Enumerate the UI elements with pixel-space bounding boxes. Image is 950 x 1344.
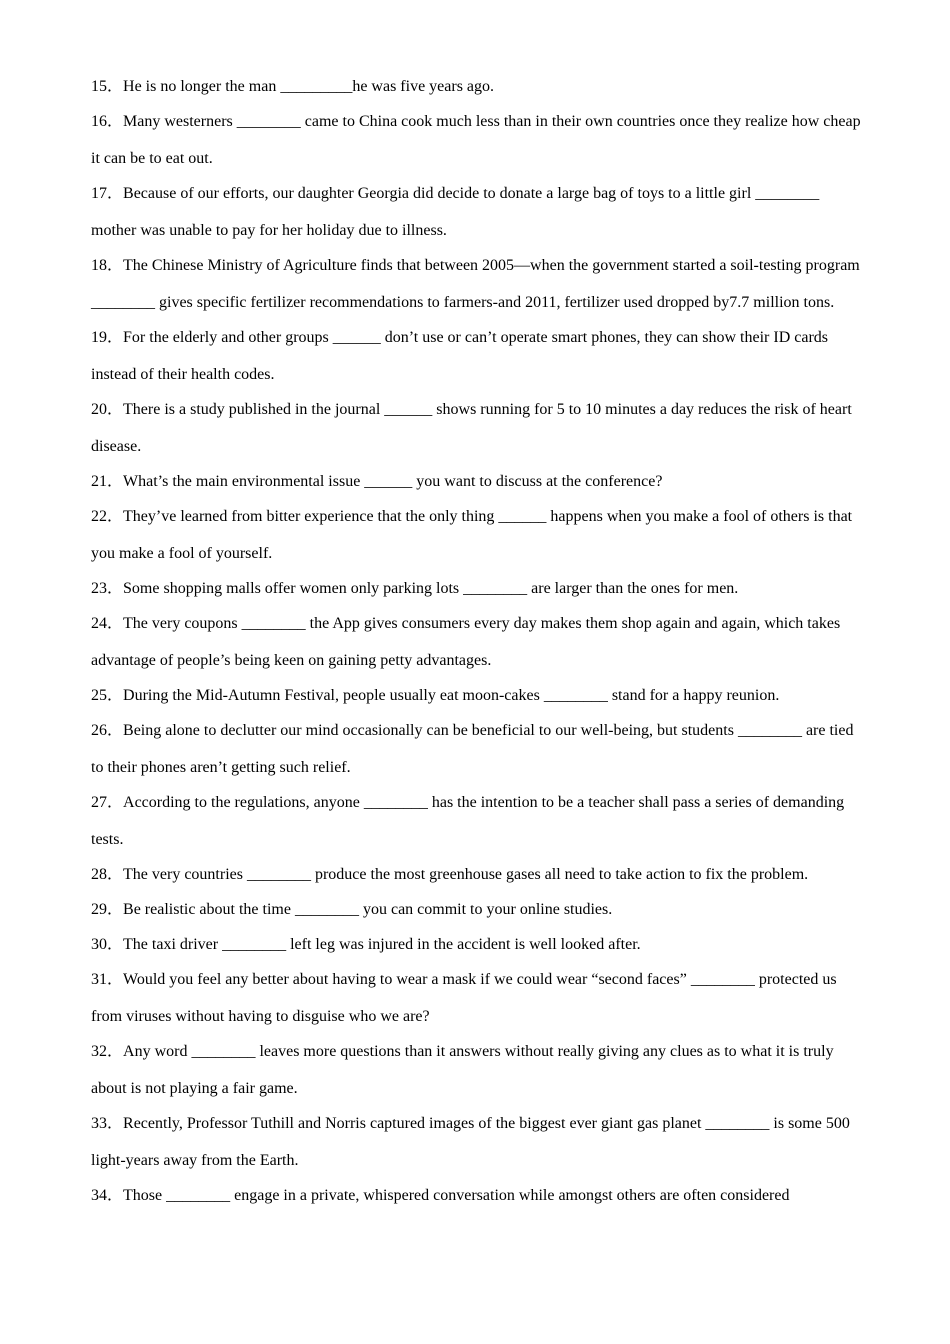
question-18 [91,247,863,321]
question-text: The taxi driver ________ left leg was injured in the accident is well looked after. [123,936,641,953]
question-text: Because of our efforts, our daughter Georgia did decide to donate a large bag of toys to a little girl ________ mother was unable to pay for her holiday due to illness. [91,185,820,239]
question-24 [91,605,863,679]
document-page [91,68,863,1212]
question-number: 19． [91,329,124,346]
question-text: The Chinese Ministry of Agriculture finds that between 2005—when the government started a soil-testing program ________ gives specific fertilizer recommendations to farmers-and 2011, fertilizer used dropped by7.7 million tons. [91,257,860,311]
question-text: The very coupons ________ the App gives consumers every day makes them shop again and again, which takes advantage of people’s being keen on gaining petty advantages. [91,615,841,669]
question-number: 33． [91,1115,124,1132]
question-number: 28． [91,866,124,883]
question-text: He is no longer the man _________he was five years ago. [123,78,495,95]
question-number: 26． [91,722,124,739]
question-number: 22． [91,508,124,525]
question-28 [91,856,863,893]
question-22 [91,498,863,572]
question-number: 31． [91,971,124,988]
question-number: 25． [91,687,124,704]
question-number: 29． [91,901,124,918]
question-text: According to the regulations, anyone ________ has the intention to be a teacher shall pass a series of demanding tests. [91,794,845,848]
question-text: Those ________ engage in a private, whispered conversation while amongst others are often considered [123,1187,790,1204]
question-text: Be realistic about the time ________ you can commit to your online studies. [123,901,613,918]
question-text: The very countries ________ produce the most greenhouse gases all need to take action to fix the problem. [123,866,809,883]
question-19 [91,319,863,393]
question-text: Recently, Professor Tuthill and Norris captured images of the biggest ever giant gas planet ________ is some 500 light-years away from the Earth. [91,1115,850,1169]
question-number: 16． [91,113,124,130]
question-30 [91,926,863,963]
question-17 [91,175,863,249]
question-number: 23． [91,580,124,597]
question-text: For the elderly and other groups ______ don’t use or can’t operate smart phones, they can show their ID cards instead of their health codes. [91,329,829,383]
question-15 [91,68,863,105]
question-33 [91,1105,863,1179]
question-number: 32． [91,1043,124,1060]
question-16 [91,103,863,177]
question-text: They’ve learned from bitter experience that the only thing ______ happens when you make a fool of others is that you make a fool of yourself. [91,508,853,562]
question-29 [91,891,863,928]
question-31 [91,961,863,1035]
question-number: 17． [91,185,124,202]
question-32 [91,1033,863,1107]
question-text: During the Mid-Autumn Festival, people usually eat moon-cakes ________ stand for a happy reunion. [123,687,780,704]
question-number: 24． [91,615,124,632]
question-text: Being alone to declutter our mind occasionally can be beneficial to our well-being, but students ________ are tied to their phones aren’t getting such relief. [91,722,854,776]
question-text: Any word ________ leaves more questions than it answers without really giving any clues as to what it is truly about is not playing a fair game. [91,1043,834,1097]
question-26 [91,712,863,786]
question-21 [91,463,863,500]
question-text: Many westerners ________ came to China cook much less than in their own countries once they realize how cheap it can be to eat out. [91,113,861,167]
question-number: 20． [91,401,124,418]
question-number: 21． [91,473,124,490]
question-text: What’s the main environmental issue ______ you want to discuss at the conference? [123,473,663,490]
question-20 [91,391,863,465]
question-34 [91,1177,863,1214]
question-number: 30． [91,936,124,953]
question-text: There is a study published in the journal ______ shows running for 5 to 10 minutes a day reduces the risk of heart disease. [91,401,852,455]
question-27 [91,784,863,858]
question-number: 27． [91,794,124,811]
question-25 [91,677,863,714]
question-number: 34． [91,1187,124,1204]
question-text: Some shopping malls offer women only parking lots ________ are larger than the ones for men. [123,580,739,597]
question-number: 18． [91,257,124,274]
question-23 [91,570,863,607]
question-text: Would you feel any better about having to wear a mask if we could wear “second faces” ________ protected us from viruses without having to disguise who we are? [91,971,837,1025]
question-number: 15． [91,78,124,95]
